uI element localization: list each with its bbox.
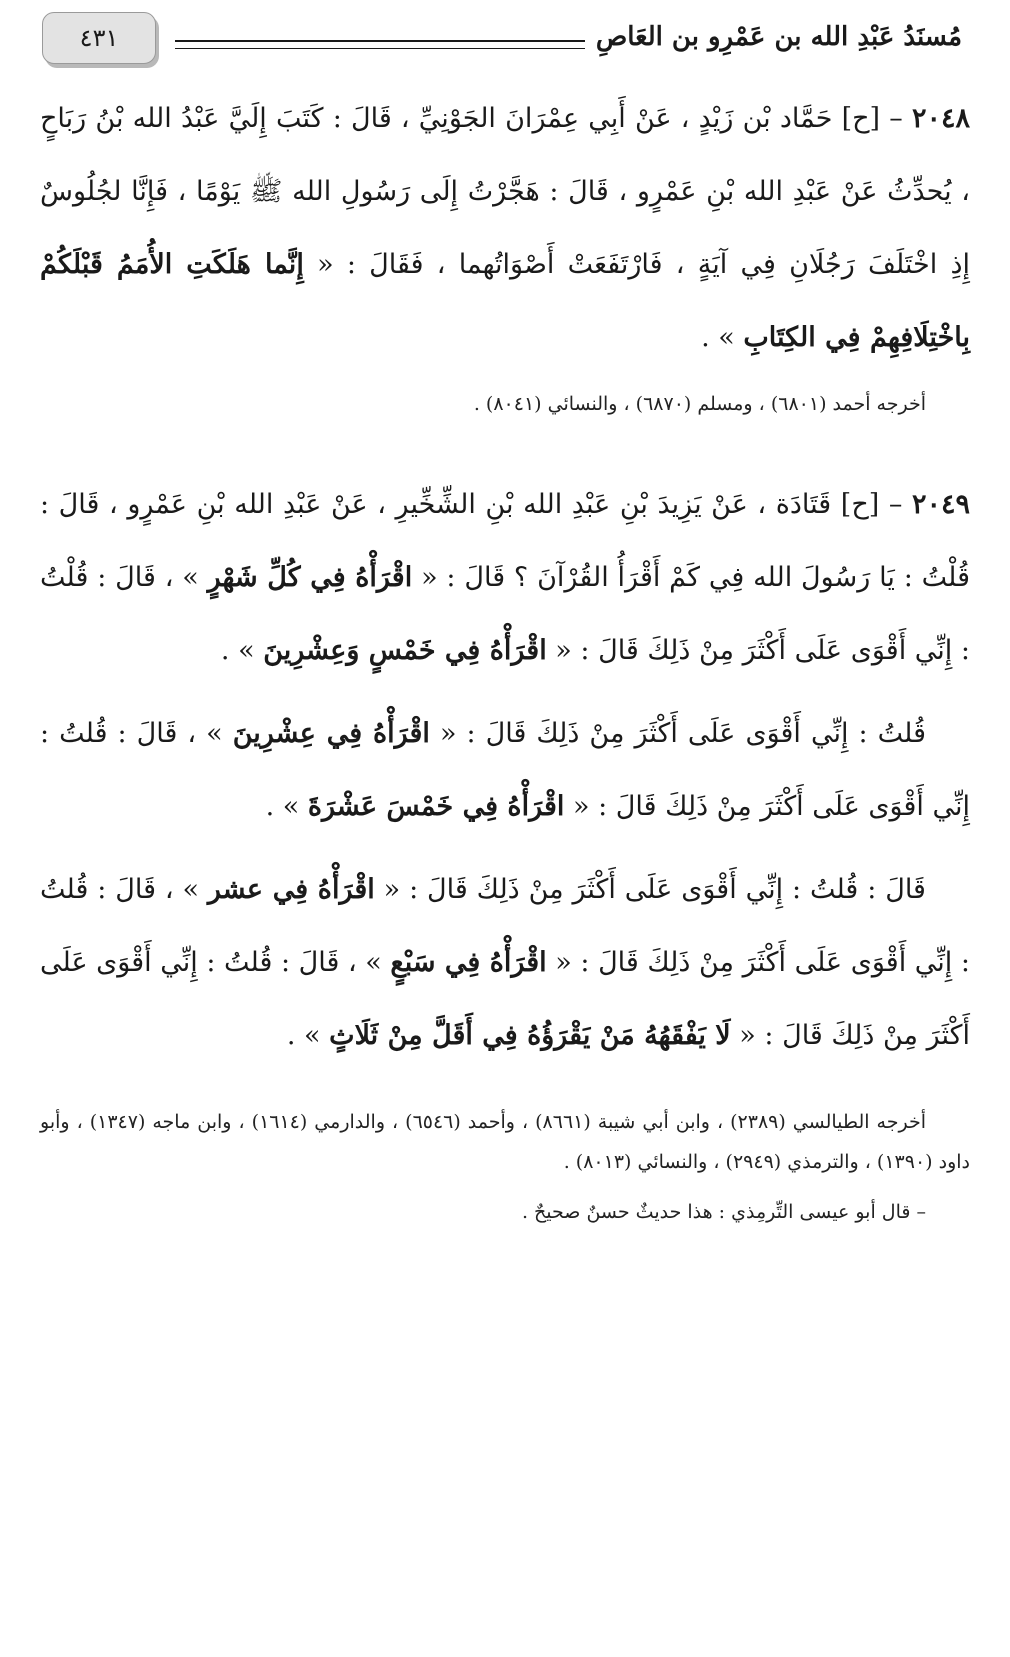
page-number-box [42, 12, 156, 64]
tirmidhi-note: – قال أبو عيسى التِّرمِذي : هذا حديثٌ حسنٌ صحيحٌ . [521, 1201, 926, 1223]
page-header [40, 10, 970, 64]
hadith-matn: اقْرَأْهُ فِي عِشْرِينَ [232, 718, 430, 749]
hadith-2049 [40, 468, 970, 687]
hadith-isnad: حَمَّاد بْن زَيْدٍ ، عَنْ أَبِي عِمْرَانَ الجَوْنِيِّ ، قَالَ : كَتَبَ إِلَيَّ عَبْدُ الله بْنُ رَبَاحٍ ، يُحدِّثُ عَنْ عَبْدِ الله بْنِ عَمْرٍو ، قَالَ : هَجَّرْتُ إِلَى رَسُولِ الله ﷺ يَوْمًا ، فَإِنَّا لجُلُوسٌ إِذِ اخْتَلَفَ رَجُلَانِ فِي آيَةٍ ، فَارْتَفَعَتْ أَصْوَاتُهما ، فَقَالَ : « [40, 103, 971, 280]
hadith-matn: اقْرَأْهُ فِي خَمْسٍ وَعِشْرِينَ [263, 635, 547, 666]
hadith-text: » ، قَالَ : قُلتُ : إِنِّي أَقْوَى عَلَى أَكْثَرَ مِنْ ذَلِكَ قَالَ : « [40, 718, 970, 822]
hadith-text: قُلتُ : إِنِّي أَقْوَى عَلَى أَكْثَرَ مِنْ ذَلِكَ قَالَ : « [439, 718, 926, 749]
header-rule [175, 40, 585, 49]
running-title: مُسنَدُ عَبْدِ الله بن عَمْرِو بن العَاصِ [595, 22, 962, 52]
hadith-matn: اقْرَأْهُ فِي عشر [207, 874, 375, 905]
hadith-text: قَتَادَة ، عَنْ يَزِيدَ بْنِ عَبْدِ الله بْنِ الشِّخِّيرِ ، عَنْ عَبْدِ الله بْنِ عَمْرٍو ، قَالَ : قُلْتُ : يَا رَسُولَ الله فِي كَمْ أَقْرَأُ القُرْآنَ ؟ قَالَ : « [40, 489, 970, 593]
hadith-2048 [40, 82, 970, 374]
hadith-number: ٢٠٤٩ [911, 489, 970, 520]
hadith-text: قَالَ : قُلتُ : إِنِّي أَقْوَى عَلَى أَكْثَرَ مِنْ ذَلِكَ قَالَ : « [383, 874, 926, 905]
hadith-text: » ، قَالَ : قُلْتُ : إِنِّي أَقْوَى عَلَى أَكْثَرَ مِنْ ذَلِكَ قَالَ : « [40, 562, 970, 666]
hadith-2048-takhrij: أخرجه أحمد (٦٨٠١) ، ومسلم (٦٨٧٠) ، والنسائي (٨٠٤١) . [473, 393, 926, 415]
hadith-prefix: – [ح] [841, 103, 903, 134]
hadith-text: » ، قَالَ : قُلتُ : إِنِّي أَقْوَى عَلَى أَكْثَرَ مِنْ ذَلِكَ قَالَ : « [40, 947, 970, 1051]
hadith-text: » ، قَالَ : قُلتُ : إِنِّي أَقْوَى عَلَى أَكْثَرَ مِنْ ذَلِكَ قَالَ : « [40, 874, 970, 978]
hadith-closing: » . [701, 322, 735, 353]
page-number: ٤٣١ [79, 24, 119, 52]
page-content [40, 82, 970, 1232]
hadith-matn: اقْرَأْهُ فِي خَمْسَ عَشْرَةَ [307, 791, 565, 822]
hadith-2049-para-1 [40, 468, 970, 687]
hadith-2049-para-2 [40, 697, 970, 843]
hadith-2049-takhrij: أخرجه الطيالسي (٢٣٨٩) ، وابن أبي شيبة (٨٦٦١) ، وأحمد (٦٥٤٦) ، والدارمي (١٦١٤) ، وابن ماجه (١٣٤٧) ، وأبو داود (١٣٩٠) ، والترمذي (٢٩٤٩) ، والنسائي (٨٠١٣) . [40, 1111, 970, 1173]
hadith-matn: اقْرَأْهُ فِي كُلِّ شَهْرٍ [207, 562, 413, 593]
hadith-matn: اقْرَأْهُ فِي سَبْعٍ [390, 947, 547, 978]
hadith-closing: » . [286, 1020, 321, 1051]
hadith-prefix: – [ح] [840, 489, 903, 520]
hadith-closing: » . [220, 635, 255, 666]
hadith-matn: لَا يَفْقَهُهُ مَنْ يَقْرَؤُهُ فِي أَقَلَّ مِنْ ثَلَاثٍ [329, 1020, 731, 1051]
hadith-closing: » . [265, 791, 300, 822]
page [40, 0, 970, 1657]
hadith-number: ٢٠٤٨ [911, 103, 970, 134]
hadith-2048-text [40, 82, 970, 374]
hadith-matn: إِنَّما هَلَكَتِ الأُمَمُ قَبْلَكُمْ بِاخْتِلَافِهِمْ فِي الكِتَابِ [40, 249, 970, 353]
hadith-2049-para-3 [40, 853, 970, 1072]
